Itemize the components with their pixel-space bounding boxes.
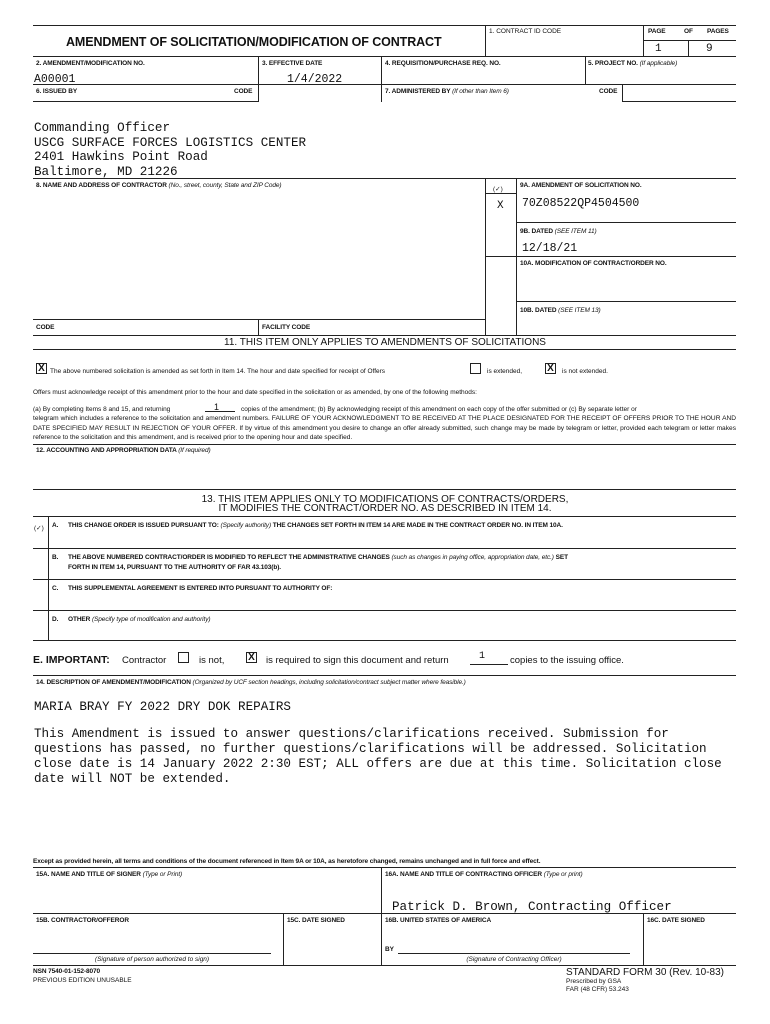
item16b-label: 16B. UNITED STATES OF AMERICA bbox=[385, 917, 492, 924]
item13-title-1: 13. THIS ITEM APPLIES ONLY TO MODIFICATIONS OF CONTRACTS/ORDERS, bbox=[201, 494, 569, 505]
page-label: PAGE bbox=[648, 28, 666, 35]
prescribed: Prescribed by GSA bbox=[566, 978, 622, 985]
item14-subject: MARIA BRAY FY 2022 DRY DOK REPAIRS bbox=[34, 700, 291, 714]
item2-label: 2. AMENDMENT/MODIFICATION NO. bbox=[36, 60, 145, 67]
important-copies: 1 bbox=[479, 651, 486, 662]
item13d-text: OTHER (Specify type of modification and authority) bbox=[68, 616, 211, 623]
item13a-text: THIS CHANGE ORDER IS ISSUED PURSUANT TO: (Specify authority) THE CHANGES SET FORTH IN ITEM 14 ARE MADE IN THE CONTRACT ORDER NO. IN ITEM 10A. bbox=[68, 522, 563, 529]
item11-extended-checkbox[interactable] bbox=[470, 363, 481, 374]
issuer-line: 2401 Hawkins Point Road bbox=[34, 150, 208, 164]
by-label: BY bbox=[385, 946, 394, 953]
item13d-letter: D. bbox=[52, 616, 59, 623]
item11-para-c: telegram which includes a reference to the solicitation and amendment numbers. FAILURE OF YOUR ACKNOWLEDGMENT TO BE RECEIVED AT THE PLACE DESIGNATED FOR THE RECEIPT OF OFFERS PRIOR TO THE HOUR AND DATE SPECIFIED MAY RESULT IN REJECTION OF YOUR OFFER. If by virtue of this amendment you desire to change an offer already submitted, such change may be made by telegram or letter, provided each telegram or letter makes reference to the solicitation and this amendment, and is received prior to the opening hour and date specified. bbox=[33, 415, 736, 441]
item8-code-label: CODE bbox=[36, 324, 55, 331]
item4-label: 4. REQUISITION/PURCHASE REQ. NO. bbox=[385, 60, 501, 67]
important-text: is required to sign this document and return bbox=[266, 655, 449, 666]
page-value: 1 bbox=[655, 43, 662, 55]
item11-not-extended-checkbox[interactable]: X bbox=[545, 363, 556, 374]
item13b-text: THE ABOVE NUMBERED CONTRACT/ORDER IS MODIFIED TO REFLECT THE ADMINISTRATIVE CHANGES (such as changes in paying office, appropriation date, etc.) SET bbox=[68, 554, 568, 561]
item15a-label: 15A. NAME AND TITLE OF SIGNER (Type or Print) bbox=[36, 871, 183, 878]
important-is-not-label: is not, bbox=[199, 655, 225, 666]
pages-value: 9 bbox=[706, 43, 713, 55]
important-is-not-checkbox[interactable] bbox=[178, 652, 189, 663]
form-title: AMENDMENT OF SOLICITATION/MODIFICATION OF CONTRACT bbox=[66, 35, 442, 49]
pages-label: PAGES bbox=[707, 28, 729, 35]
item11-amended-checkbox[interactable]: X bbox=[36, 363, 47, 374]
sig-person-note: (Signature of person authorized to sign) bbox=[94, 956, 210, 963]
item7-label: 7. ADMINISTERED BY (If other than Item 6) bbox=[385, 88, 509, 95]
item10a-label: 10A. MODIFICATION OF CONTRACT/ORDER NO. bbox=[520, 260, 667, 267]
issuer-line: USCG SURFACE FORCES LOGISTICS CENTER bbox=[34, 135, 307, 150]
item13b-letter: B. bbox=[52, 554, 59, 561]
item6-label: 6. ISSUED BY bbox=[36, 88, 78, 95]
item11-text2: Offers must acknowledge receipt of this amendment prior to the hour and date specified in the solicitation or as amended, by one of the following methods: bbox=[33, 389, 477, 396]
item11-para-b: copies of the amendment; (b) By acknowledging receipt of this amendment on each copy of the offer submitted or (c) By separate letter or bbox=[241, 406, 637, 413]
item16a-value: Patrick D. Brown, Contracting Officer bbox=[392, 900, 672, 914]
item5-label: 5. PROJECT NO. (If applicable) bbox=[588, 60, 678, 67]
item7-code-label: CODE bbox=[599, 88, 618, 95]
item13-title-2: IT MODIFIES THE CONTRACT/ORDER NO. AS DESCRIBED IN ITEM 14. bbox=[218, 503, 552, 514]
item16a-label: 16A. NAME AND TITLE OF CONTRACTING OFFICER (Type or print) bbox=[385, 871, 583, 878]
issuer-line: Baltimore, MD 21226 bbox=[34, 164, 178, 179]
item14-label: 14. DESCRIPTION OF AMENDMENT/MODIFICATION (Organized by UCF section headings, including solicitation/contract subject matter where feasible.) bbox=[36, 679, 466, 686]
item3-label: 3. EFFECTIVE DATE bbox=[262, 60, 323, 67]
item11-copies: 1 bbox=[214, 402, 220, 412]
item13-check-label: (✓) bbox=[34, 525, 44, 532]
contract-id-label: 1. CONTRACT ID CODE bbox=[489, 28, 562, 35]
important-label: E. IMPORTANT: bbox=[33, 654, 110, 666]
except-text: Except as provided herein, all terms and conditions of the document referenced in Item 9A or 10A, as heretofore changed, remains unchanged and in full force and effect. bbox=[33, 858, 541, 865]
item9a-label: 9A. AMENDMENT OF SOLICITATION NO. bbox=[520, 182, 642, 189]
item11-text1: The above numbered solicitation is amended as set forth in Item 14. The hour and date specified for receipt of Offers bbox=[50, 368, 386, 375]
item9a-value: 70Z08522QP4504500 bbox=[522, 197, 640, 210]
item15c-label: 15C. DATE SIGNED bbox=[287, 917, 345, 924]
item13b-text3: FORTH IN ITEM 14, PURSUANT TO THE AUTHORITY OF FAR 43.103(b). bbox=[68, 564, 281, 571]
nsn: NSN 7540-01-152-8070 bbox=[33, 968, 101, 975]
issuer-address bbox=[34, 121, 306, 179]
of-label: OF bbox=[684, 28, 693, 35]
item13a-letter: A. bbox=[52, 522, 59, 529]
item11-para-a: (a) By completing Items 8 and 15, and returning bbox=[33, 406, 171, 413]
item9b-value: 12/18/21 bbox=[522, 242, 578, 255]
item11-title: 11. THIS ITEM ONLY APPLIES TO AMENDMENTS OF SOLICITATIONS bbox=[224, 337, 546, 348]
item9b-label: 9B. DATED (SEE ITEM 11) bbox=[520, 228, 597, 235]
item8-label: 8. NAME AND ADDRESS OF CONTRACTOR (No., street, county, State and ZIP Code) bbox=[36, 182, 282, 189]
item6-code-label: CODE bbox=[234, 88, 253, 95]
issuer-line: Commanding Officer bbox=[34, 121, 171, 135]
item2-value: A00001 bbox=[34, 73, 76, 86]
item9a-check: X bbox=[497, 200, 504, 212]
item10b-label: 10B. DATED (SEE ITEM 13) bbox=[520, 307, 601, 314]
item11-not-extended-label: is not extended. bbox=[562, 368, 608, 375]
standard-form: STANDARD FORM 30 (Rev. 10-83) bbox=[566, 967, 724, 978]
item13c-letter: C. bbox=[52, 585, 59, 592]
important-contractor: Contractor bbox=[122, 655, 167, 666]
previous-edition: PREVIOUS EDITION UNUSABLE bbox=[33, 977, 132, 984]
item15b-label: 15B. CONTRACTOR/OFFEROR bbox=[36, 917, 129, 924]
important-required-checkbox[interactable]: X bbox=[246, 652, 257, 663]
item13c-text: THIS SUPPLEMENTAL AGREEMENT IS ENTERED INTO PURSUANT TO AUTHORITY OF: bbox=[68, 585, 333, 592]
check-col-label: (✓) bbox=[493, 186, 503, 193]
far: FAR (48 CFR) 53.243 bbox=[566, 986, 629, 993]
sig-co-note: (Signature of Contracting Officer) bbox=[466, 956, 562, 963]
item14-body: This Amendment is issued to answer questions/clarifications received. Submission for questions has passed, no further questions/clarifications will be addressed. Solicitation close date is 14 January 2022 2:30 EST; ALL offers are due at this time. Solicitation close date will NOT be extended. bbox=[34, 727, 722, 786]
item3-value: 1/4/2022 bbox=[287, 73, 343, 86]
item11-extended-label: is extended, bbox=[487, 368, 523, 375]
facility-code-label: FACILITY CODE bbox=[262, 324, 311, 331]
important-text2: copies to the issuing office. bbox=[510, 655, 624, 666]
item12-label: 12. ACCOUNTING AND APPROPRIATION DATA (If required) bbox=[36, 447, 211, 454]
item16c-label: 16C. DATE SIGNED bbox=[647, 917, 705, 924]
